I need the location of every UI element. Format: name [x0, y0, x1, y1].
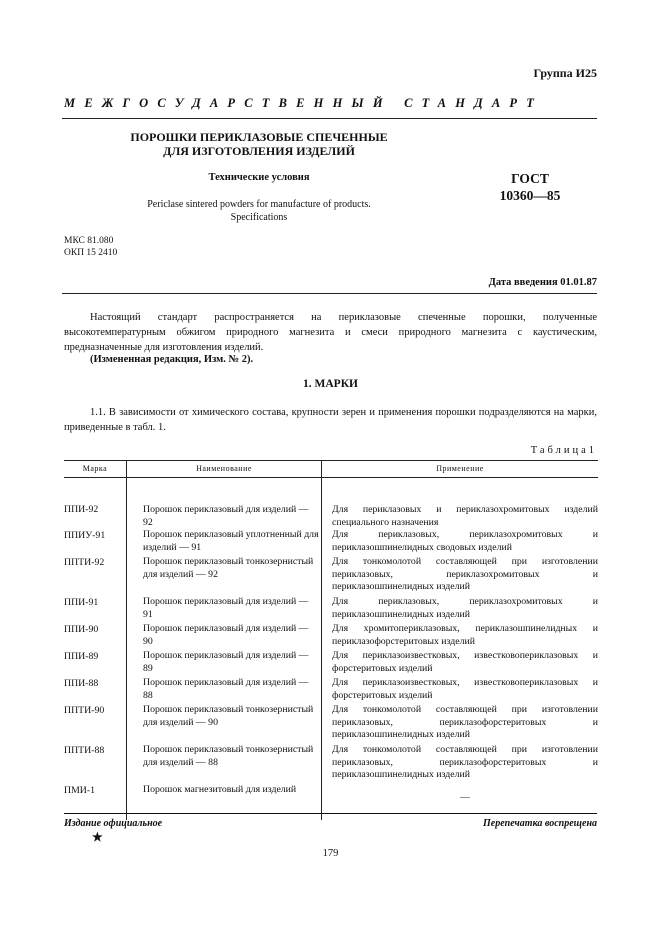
classification-codes — [64, 235, 117, 259]
table-row — [64, 784, 598, 820]
cell-application: Для периклазоизвестковых, известковопериклазовых и форстеритовых изделий — [322, 677, 599, 704]
cell-name: Порошок периклазовый для изделий — 91 — [127, 596, 322, 623]
table-row — [64, 529, 598, 556]
cell-application: Для хромитопериклазовых, периклазошпинелидных и периклазофорстеритовых изделий — [322, 623, 599, 650]
table-caption: Таблица1 — [530, 445, 597, 456]
intro-paragraph: Настоящий стандарт распространяется на периклазовые спеченные порошки, полученные высокотемпературным обжигом природного магнезита и смеси природного магнезита с каустическим, предназначенные для изготовления изделий. — [64, 312, 597, 353]
cell-mark: ППИ-92 — [64, 504, 99, 515]
page-number: 179 — [322, 848, 339, 859]
footer-rule — [64, 813, 597, 814]
marks-table — [64, 460, 598, 820]
cell-mark: ППИ-90 — [64, 624, 99, 635]
table-row — [64, 596, 598, 623]
column-header-name: Наименование — [127, 461, 322, 478]
cell-name: Порошок периклазовый тонкозернистый для изделий — 90 — [127, 704, 322, 744]
amendment-note: (Измененная редакция, Изм. № 2). — [90, 354, 254, 365]
table-row — [64, 677, 598, 704]
table-row — [64, 556, 598, 596]
gost-number — [480, 170, 580, 204]
cell-application: Для тонкомолотой составляющей при изготовлении периклазовых, периклазофорстеритовых и периклазошпинелидных изделий — [322, 704, 599, 744]
title-line-2: ДЛЯ ИЗГОТОВЛЕНИЯ ИЗДЕЛИЙ — [163, 144, 355, 158]
cell-mark: ППТИ-90 — [64, 705, 105, 716]
group-code: Группа И25 — [533, 66, 597, 80]
cell-mark: ППТИ-92 — [64, 557, 105, 568]
cell-name: Порошок магнезитовый для изделий — [127, 784, 322, 820]
cell-mark: ППТИ-88 — [64, 745, 105, 756]
english-title-line-2: Specifications — [230, 212, 288, 223]
cell-mark: ППИУ-91 — [64, 530, 106, 541]
cell-application: — — [322, 784, 599, 820]
table-row — [64, 744, 598, 784]
table-row — [64, 704, 598, 744]
cell-application: Для периклазоизвестковых, известковопериклазовых и форстеритовых изделий — [322, 650, 599, 677]
table-row — [64, 478, 598, 530]
cell-name: Порошок периклазовый тонкозернистый для изделий — 88 — [127, 744, 322, 784]
english-title — [114, 198, 404, 224]
cell-mark: ПМИ-1 — [64, 785, 96, 796]
cell-application: Для тонкомолотой составляющей при изготовлении периклазовых, периклазофорстеритовых и периклазошпинелидных изделий — [322, 744, 599, 784]
column-header-mark: Марка — [64, 461, 127, 478]
gost-label: ГОСТ — [511, 171, 549, 186]
star-icon: ★ — [92, 830, 103, 844]
cell-name: Порошок периклазовый для изделий — 88 — [127, 677, 322, 704]
cell-mark: ППИ-91 — [64, 597, 99, 608]
standard-banner: МЕЖГОСУДАРСТВЕННЫЙ СТАНДАРТ — [64, 96, 544, 110]
section-heading: 1. МАРКИ — [303, 378, 358, 390]
header-rule — [62, 118, 597, 119]
cell-name: Порошок периклазовый уплотненный для изделий — 91 — [127, 529, 322, 556]
cell-mark: ППИ-88 — [64, 678, 99, 689]
table-header-row — [64, 461, 598, 478]
cell-name: Порошок периклазовый для изделий — 90 — [127, 623, 322, 650]
section-paragraph: 1.1. В зависимости от химического состава, крупности зерен и применения порошки подразделяются на марки, приведенные в табл. 1. — [64, 407, 597, 433]
official-edition-label: Издание официальное — [64, 818, 163, 829]
cell-application: Для периклазовых и периклазохромитовых изделий специального назначения — [322, 478, 599, 530]
cell-mark: ППИ-89 — [64, 651, 99, 662]
reprint-prohibited-label: Перепечатка воспрещена — [483, 818, 597, 829]
cell-application: Для тонкомолотой составляющей при изготовлении периклазовых, периклазохромитовых и периклазошпинелидных изделий — [322, 556, 599, 596]
english-title-line-1: Periclase sintered powders for manufacture of products. — [147, 199, 371, 210]
cell-name: Порошок периклазовый тонкозернистый для изделий — 92 — [127, 556, 322, 596]
okp-code: ОКП 15 2410 — [64, 248, 118, 258]
gost-code: 10360—85 — [499, 188, 561, 203]
cell-name: Порошок периклазовый для изделий — 89 — [127, 650, 322, 677]
effective-date: Дата введения 01.01.87 — [488, 277, 597, 288]
cell-application: Для периклазовых, периклазохромитовых и периклазошпинелидных изделий — [322, 596, 599, 623]
table-row — [64, 623, 598, 650]
date-rule — [62, 293, 597, 294]
column-header-application: Применение — [322, 461, 599, 478]
table-row — [64, 650, 598, 677]
document-subtitle: Технические условия — [208, 172, 310, 183]
title-line-1: ПОРОШКИ ПЕРИКЛАЗОВЫЕ СПЕЧЕННЫЕ — [130, 130, 388, 144]
cell-application: Для периклазовых, периклазохромитовых и периклазошпинелидных сводовых изделий — [322, 529, 599, 556]
document-title — [114, 130, 404, 158]
mks-code: МКС 81.080 — [64, 236, 114, 246]
cell-name: Порошок периклазовый для изделий — 92 — [127, 478, 322, 530]
